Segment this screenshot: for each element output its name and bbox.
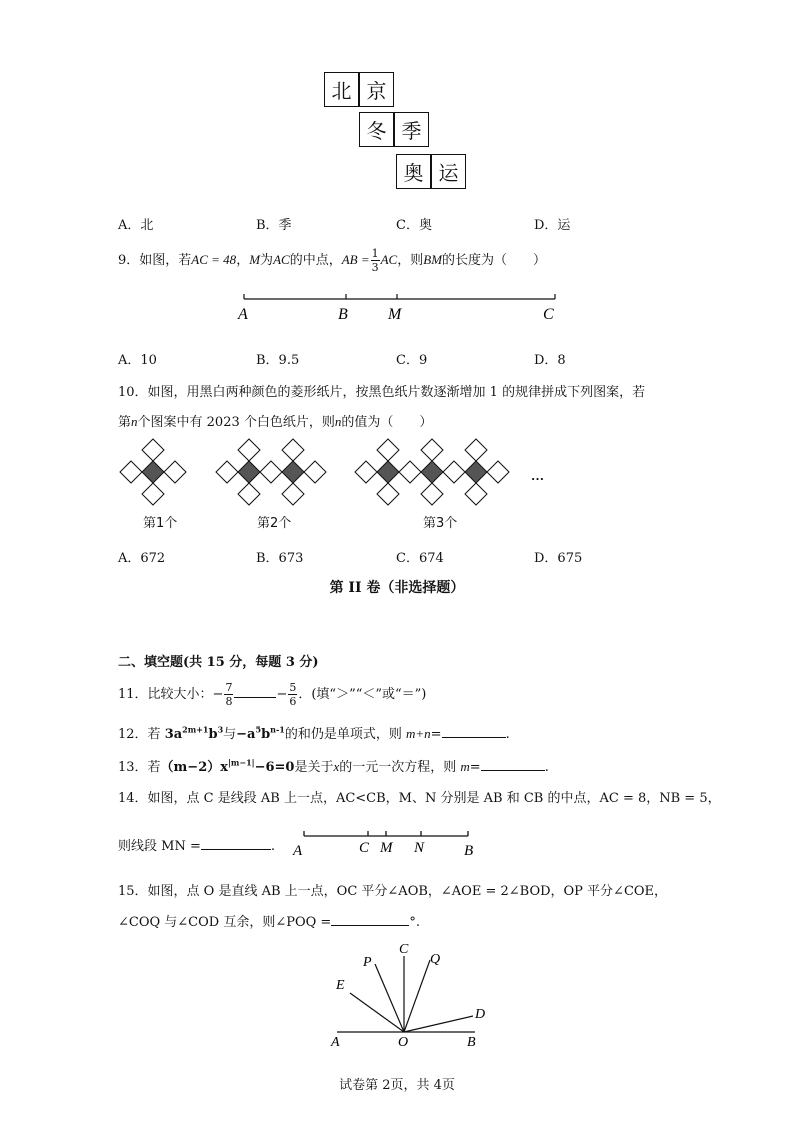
white-rhombus [164, 461, 186, 483]
white-rhombus [142, 483, 164, 505]
point-label-c: C [399, 942, 409, 957]
q8-option-a: A．北 [118, 218, 154, 233]
point-label-a: A [238, 306, 248, 323]
pattern-caption-1: 第1个 [143, 516, 178, 531]
pattern-caption-2: 第2个 [257, 516, 292, 531]
q9-segment-figure [230, 290, 570, 330]
black-rhombus [282, 461, 304, 483]
point-label-a: A [293, 843, 303, 859]
point-label-e: E [336, 978, 345, 993]
q9-fraction: $\frac{1}{3}$ [371, 247, 379, 274]
white-rhombus [487, 461, 509, 483]
white-rhombus [282, 439, 304, 461]
q14-segment-figure [290, 826, 485, 862]
pattern-caption-3: 第3个 [423, 516, 458, 531]
q9-stem: 9．如图，若AC = 48，M为AC的中点，AB = $\frac{1}{3}$ AC，则BM的长度为（ ） [118, 247, 547, 274]
white-rhombus [421, 483, 443, 505]
point-label-m: M [380, 840, 393, 856]
white-rhombus [443, 461, 465, 483]
q15-stem-line2: ∠COQ 与∠COD 互余，则∠POQ = °. [118, 915, 420, 930]
cube-cell: 京 [359, 72, 394, 107]
white-rhombus [238, 439, 260, 461]
white-rhombus [142, 439, 164, 461]
part2-title: 第 II 卷（非选择题） [329, 580, 465, 596]
q9-option-d: D．8 [534, 353, 566, 368]
cube-cell: 冬 [359, 112, 394, 147]
cube-cell: 运 [431, 154, 466, 189]
q10-option-c: C．674 [396, 551, 444, 566]
q8-option-d: D．运 [534, 218, 571, 233]
white-rhombus [238, 483, 260, 505]
q13-answer-blank[interactable] [481, 770, 545, 771]
q12-stem: 12．若 $3a^{2m+1}b^3$与$-a^5b^{n-1}$的和仍是单项式，则 m+n= . [118, 724, 510, 742]
black-rhombus [238, 461, 260, 483]
q14-stem-line1: 14．如图，点 C 是线段 AB 上一点，AC<CB，M、N 分别是 AB 和 CB 的中点，AC = 8，NB = 5， [118, 791, 721, 806]
point-label-c: C [543, 306, 554, 323]
q15-stem-line1: 15．如图，点 O 是直线 AB 上一点，OC 平分∠AOB，∠AOE = 2∠BOD，OP 平分∠COE， [118, 884, 668, 899]
q9-option-a: A．10 [118, 353, 157, 368]
point-label-q: Q [430, 952, 441, 967]
white-rhombus [282, 483, 304, 505]
point-label-b: B [338, 306, 348, 323]
q15-answer-blank[interactable] [331, 925, 409, 926]
black-rhombus [377, 461, 399, 483]
point-label-m: M [388, 306, 402, 323]
q10-stem-line2: 第n个图案中有 2023 个白色纸片，则n的值为（ ） [118, 414, 433, 430]
q9-option-b: B．9.5 [256, 353, 300, 368]
white-rhombus [120, 461, 142, 483]
q10-option-d: D．675 [534, 551, 583, 566]
black-rhombus [421, 461, 443, 483]
point-label-b: B [467, 1035, 476, 1050]
point-label-o: O [398, 1035, 409, 1050]
q13-stem: 13．若$(m-2)x^{|m-1|}-6=0$是关于x的一元一次方程，则 m= . [118, 757, 549, 775]
point-label-d: D [475, 1007, 486, 1022]
black-rhombus [142, 461, 164, 483]
q10-stem-line1: 10．如图，用黑白两种颜色的菱形纸片，按黑色纸片数逐渐增加 1 的规律拼成下列图案，若 [118, 385, 646, 400]
section2-title: 二、填空题(共 15 分，每题 3 分) [118, 655, 319, 670]
white-rhombus [260, 461, 282, 483]
point-label-n: N [414, 840, 425, 856]
white-rhombus [377, 439, 399, 461]
white-rhombus [216, 461, 238, 483]
q8-option-b: B．季 [256, 218, 292, 233]
point-label-b: B [464, 843, 474, 859]
q9-option-c: C．9 [396, 353, 428, 368]
white-rhombus [377, 483, 399, 505]
page-footer: 试卷第 2页，共 4页 [339, 1078, 455, 1093]
q14-answer-blank[interactable] [201, 849, 271, 850]
cube-cell: 北 [324, 72, 359, 107]
point-label-p: P [363, 955, 372, 970]
white-rhombus [465, 483, 487, 505]
q10-option-b: B．673 [256, 551, 304, 566]
q14-stem-line2: 则线段 MN = . [118, 839, 275, 854]
point-label-a: A [331, 1035, 340, 1050]
q11-answer-blank[interactable] [234, 697, 276, 698]
point-label-c: C [359, 840, 370, 856]
q8-option-c: C．奥 [396, 218, 432, 233]
cube-cell: 奥 [396, 154, 431, 189]
rhombus-pattern-figure [115, 438, 565, 506]
q12-answer-blank[interactable] [442, 737, 506, 738]
black-rhombus [465, 461, 487, 483]
white-rhombus [421, 439, 443, 461]
white-rhombus [304, 461, 326, 483]
q11-stem: 11．比较大小：− $\frac{7}{8}$ − $\frac{5}{6}$ ．(填“＞”“＜”或“＝”) [118, 681, 427, 708]
q15-angle-figure [325, 938, 500, 1053]
cube-cell: 季 [394, 112, 429, 147]
white-rhombus [355, 461, 377, 483]
pattern-ellipsis: … [531, 468, 544, 483]
q10-option-a: A．672 [118, 551, 166, 566]
white-rhombus [465, 439, 487, 461]
white-rhombus [399, 461, 421, 483]
